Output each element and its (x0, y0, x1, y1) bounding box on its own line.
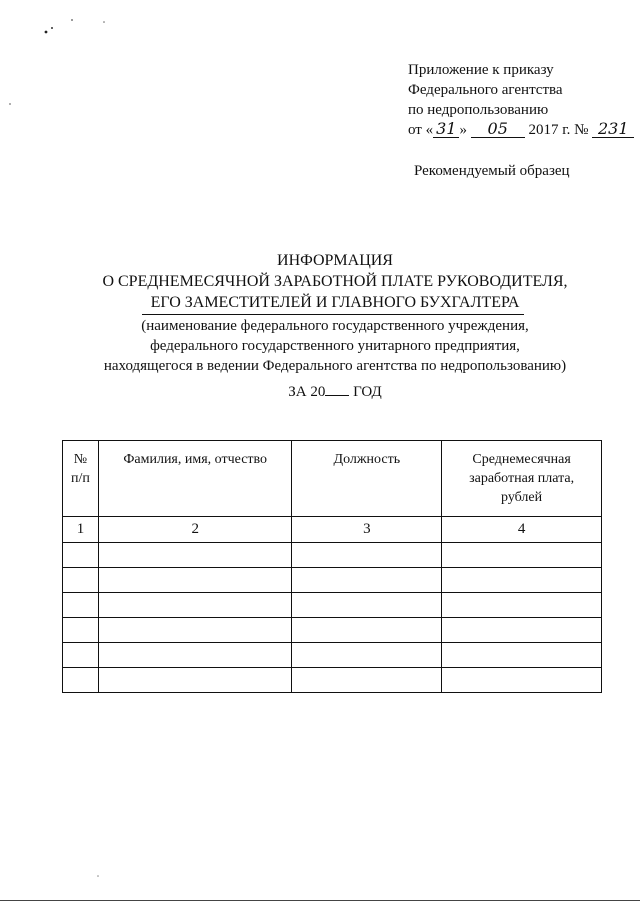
title-line-3: ЕГО ЗАМЕСТИТЕЛЕЙ И ГЛАВНОГО БУХГАЛТЕРА (150, 294, 520, 311)
table-row (63, 668, 602, 693)
table-cell (98, 618, 292, 643)
reporting-year (0, 383, 640, 401)
table-cell (63, 593, 99, 618)
year-suffix: ГОД (353, 384, 382, 400)
appendix-line-3: по недропользованию (408, 102, 549, 118)
table-cell (292, 618, 442, 643)
caption-line-1: (наименование федерального государственного учреждения, (141, 318, 529, 334)
column-number-row (63, 517, 602, 543)
appendix-date-line (408, 120, 634, 140)
scan-edge-line (0, 900, 640, 901)
header-full-name: Фамилия, имя, отчество (98, 441, 292, 517)
appendix-line-2: Федерального агентства (408, 82, 563, 98)
header-number: № п/п (63, 441, 99, 517)
table-cell (292, 643, 442, 668)
table-cell (63, 618, 99, 643)
salary-table (62, 440, 602, 693)
sample-label: Рекомендуемый образец (414, 163, 570, 179)
table-cell (98, 543, 292, 568)
table-cell (98, 568, 292, 593)
table-cell (292, 593, 442, 618)
date-year: 2017 г. № (528, 122, 589, 138)
handwritten-day: 31 (433, 121, 459, 138)
table-cell (98, 668, 292, 693)
caption-line-2: федерального государственного унитарного предприятия, (150, 338, 520, 354)
column-number: 4 (442, 517, 602, 543)
document-title (80, 250, 590, 313)
header-position: Должность (292, 441, 442, 517)
appendix-reference (408, 60, 634, 140)
table-cell (63, 568, 99, 593)
organization-caption (90, 316, 580, 376)
organization-name-blank-line (142, 314, 524, 315)
title-line-1: ИНФОРМАЦИЯ (277, 252, 393, 269)
caption-line-3: находящегося в ведении Федерального агентства по недропользованию) (103, 358, 567, 374)
table-cell (292, 543, 442, 568)
table-row (63, 618, 602, 643)
table-cell (292, 668, 442, 693)
column-number: 1 (63, 517, 99, 543)
table-cell (63, 643, 99, 668)
table-cell (63, 543, 99, 568)
header-average-salary: Среднемесячная заработная плата, рублей (442, 441, 602, 517)
table-cell (442, 668, 602, 693)
table-cell (442, 643, 602, 668)
table-cell (442, 593, 602, 618)
table-row (63, 593, 602, 618)
table-cell (98, 593, 292, 618)
table-header-row (63, 441, 602, 517)
column-number: 3 (292, 517, 442, 543)
date-mid: » (459, 122, 467, 138)
table-row (63, 543, 602, 568)
table-row (63, 568, 602, 593)
year-blank (325, 383, 349, 396)
column-number: 2 (98, 517, 292, 543)
handwritten-order-number: 231 (592, 121, 634, 138)
table-cell (442, 568, 602, 593)
table-row (63, 643, 602, 668)
table-cell (98, 643, 292, 668)
table-cell (292, 568, 442, 593)
handwritten-month: 05 (471, 121, 525, 138)
title-line-2: О СРЕДНЕМЕСЯЧНОЙ ЗАРАБОТНОЙ ПЛАТЕ РУКОВОДИТЕЛЯ, (102, 273, 568, 290)
table-cell (442, 618, 602, 643)
table-cell (63, 668, 99, 693)
year-prefix: ЗА 20 (288, 384, 326, 400)
date-prefix: от « (408, 122, 434, 138)
appendix-line-1: Приложение к приказу (408, 62, 554, 78)
table-cell (442, 543, 602, 568)
